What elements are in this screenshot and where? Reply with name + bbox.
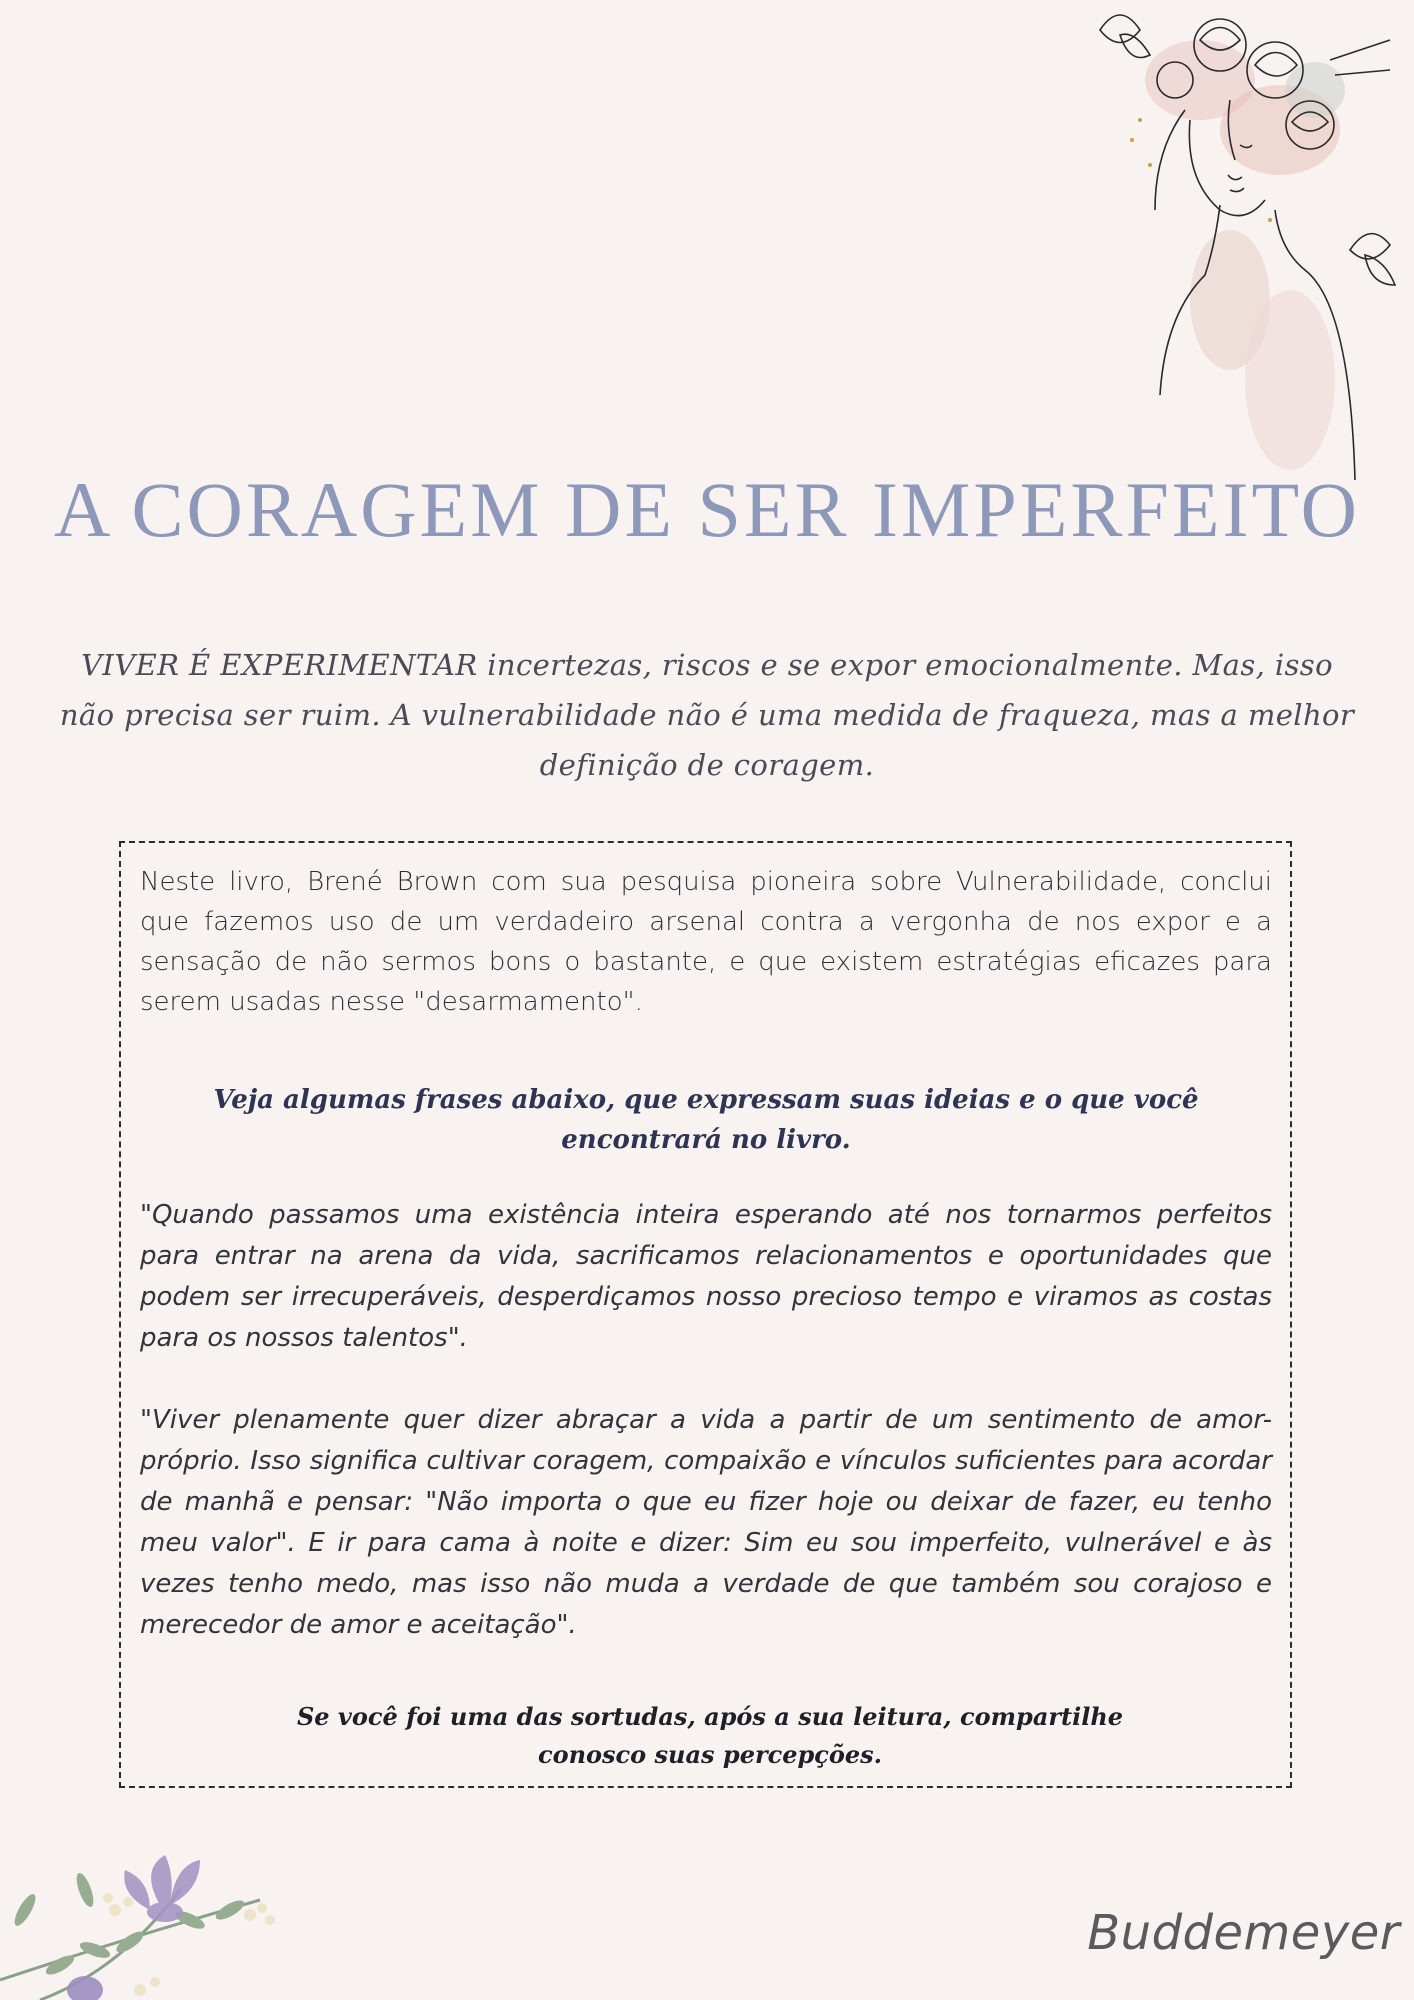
subtitle-rest: incertezas, riscos e se expor emocionalmente. Mas, isso não precisa ser ruim. A vulnerabilidade não é uma medida de fraqueza, mas a melhor definição de coragem. — [59, 648, 1355, 782]
brand-signature: Buddemeyer — [1087, 1905, 1400, 1961]
page-title: A CORAGEM DE SER IMPERFEITO — [53, 466, 1361, 553]
call-to-read: Veja algumas frases abaixo, que expressam suas ideias e o que você encontrará no livro. — [213, 1085, 1199, 1155]
intro-paragraph: Neste livro, Brené Brown com sua pesquisa pioneira sobre Vulnerabilidade, conclui que fazemos uso de um verdadeiro arsenal contra a vergonha de nos expor e a sensação de não sermos bons o bastante, e que existem estratégias eficazes para serem usadas nesse "desarmamento". — [140, 867, 1272, 1017]
quote-2: "Viver plenamente quer dizer abraçar a vida a partir de um sentimento de amor-próprio. Isso significa cultivar coragem, compaixão e vínculos suficientes para acordar de manhã e pensar: "Não importa o que eu fizer hoje ou deixar de fazer, eu tenho meu valor". E ir para cama à noite e dizer: Sim eu sou imperfeito, vulnerável e às vezes tenho medo, mas isso não muda a verdade de que também sou corajoso e merecedor de amor e aceitação". — [140, 1405, 1272, 1640]
subtitle — [55, 640, 1359, 790]
lavender-flower-illustration — [0, 1850, 360, 2000]
quote-1: "Quando passamos uma existência inteira esperando até nos tornarmos perfeitos para entrar na arena da vida, sacrificamos relacionamentos e oportunidades que podem ser irrecuperáveis, desperdiçamos nosso precioso tempo e viramos as costas para os nossos talentos". — [140, 1200, 1272, 1353]
closing-line-1: Se você foi uma das sortudas, após a sua leitura, compartilhe — [296, 1702, 1124, 1731]
woman-with-flowers-illustration — [1080, 0, 1414, 500]
closing-message — [290, 1698, 1130, 1774]
closing-line-2: conosco suas percepções. — [537, 1740, 883, 1769]
subtitle-lead: VIVER É EXPERIMENTAR — [81, 648, 478, 682]
